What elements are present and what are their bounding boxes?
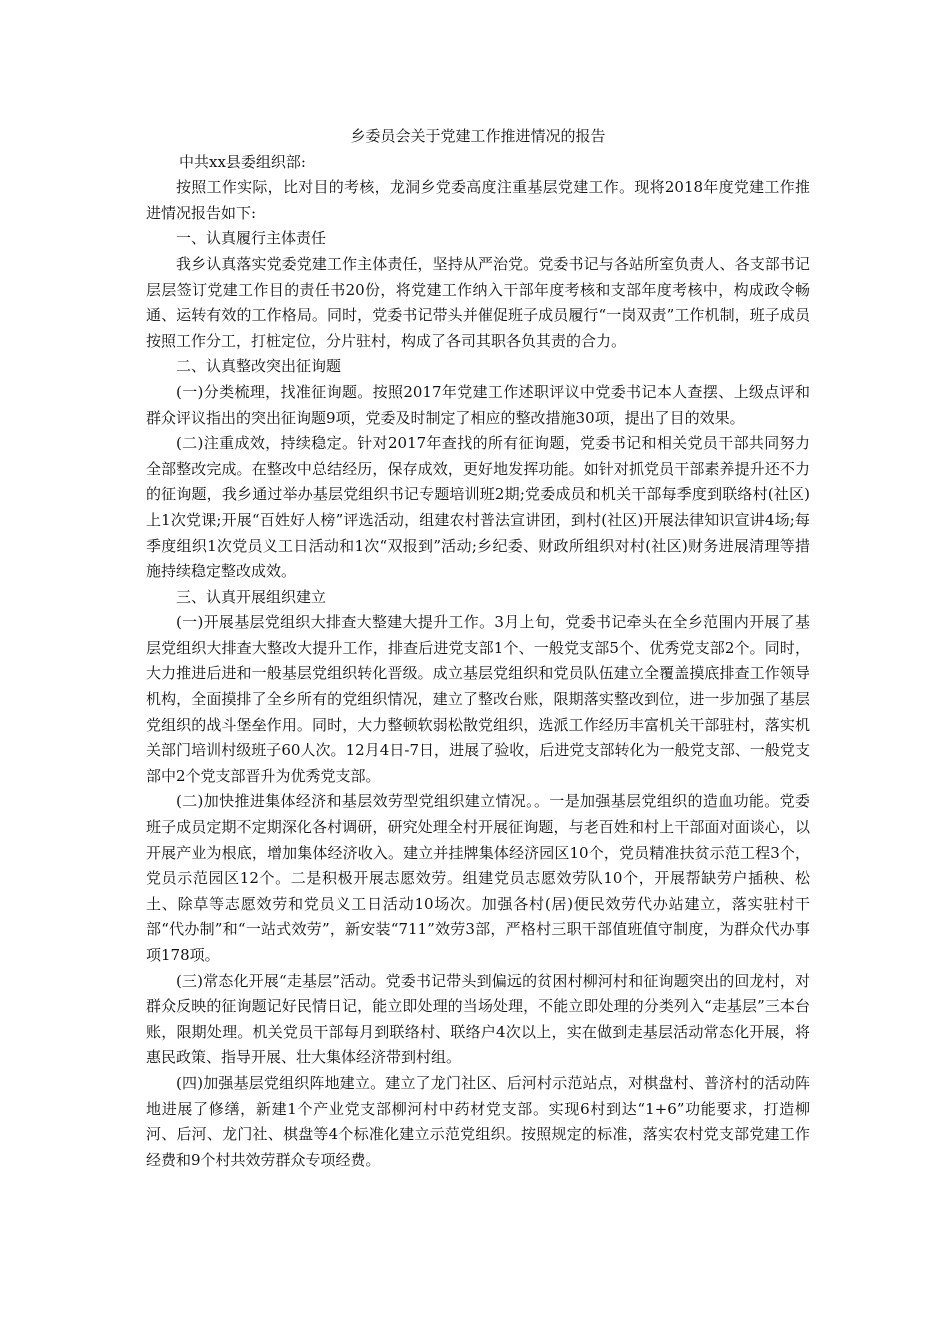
document-page [146, 124, 810, 1173]
body-paragraph: (二)加快推进集体经济和基层效劳型党组织建立情况。。一是加强基层党组织的造血功能。党委班子成员定期不定期深化各村调研，研究处理全村开展征询题，与老百姓和村上干部面对面谈心，以开展产业为根底，增加集体经济收入。建立并挂牌集体经济园区10个，党员精准扶贫示范工程3个，党员示范园区12个。二是积极开展志愿效劳。组建党员志愿效劳队10个，开展帮缺劳户插秧、松土、除草等志愿效劳和党员义工日活动10场次。加强各村(居)便民效劳代办站建立，落实驻村干部“代办制”和“一站式效劳”，新安装“711”效劳3部，严格村三职干部值班值守制度，为群众代办事项178项。 [146, 792, 810, 964]
body-paragraph: (二)注重成效，持续稳定。针对2017年查找的所有征询题，党委书记和相关党员干部共同努力全部整改完成。在整改中总结经历，保存成效，更好地发挥功能。如针对抓党员干部素养提升还不力的征询题，我乡通过举办基层党组织书记专题培训班2期;党委成员和机关干部每季度到联络村(社区)上1次党课;开展“百姓好人榜”评选活动，组建农村普法宣讲团，到村(社区)开展法律知识宣讲4场;每季度组织1次党员义工日活动和1次“双报到”活动;乡纪委、财政所组织对村(社区)财务进展清理等措施持续稳定整改成效。 [146, 434, 810, 581]
section-heading: 三、认真开展组织建立 [176, 587, 327, 606]
body-paragraph: (一)分类梳理，找准征询题。按照2017年党建工作述职评议中党委书记本人查摆、上级点评和群众评议指出的突出征询题9项，党委及时制定了相应的整改措施30项，提出了目的效果。 [146, 382, 810, 427]
body-paragraph: (三)常态化开展“走基层”活动。党委书记带头到偏远的贫困村柳河村和征询题突出的回龙村，对群众反映的征询题记好民情日记，能立即处理的当场处理，不能立即处理的分类列入“走基层”三本台账，限期处理。机关党员干部每月到联络村、联络户4次以上，实在做到走基层活动常态化开展，将惠民政策、指导开展、壮大集体经济带到村组。 [146, 971, 810, 1067]
salutation: 中共xx县委组织部: [179, 152, 306, 171]
body-paragraph: 我乡认真落实党委党建工作主体责任，坚持从严治党。党委书记与各站所室负责人、各支部书记层层签订党建工作目的责任书20份，将党建工作纳入干部年度考核和支部年度考核中，构成政令畅通、运转有效的工作格局。同时，党委书记带头并催促班子成员履行“一岗双责”工作机制，班子成员按照工作分工，打桩定位，分片驻村，构成了各司其职各负其责的合力。 [146, 254, 810, 350]
document-title: 乡委员会关于党建工作推进情况的报告 [350, 127, 606, 145]
body-paragraph: (一)开展基层党组织大排查大整建大提升工作。3月上旬，党委书记牵头在全乡范围内开展了基层党组织大排查大整改大提升工作，排查后进党支部1个、一般党支部5个、优秀党支部2个。同时，大力推进后进和一般基层党组织转化晋级。成立基层党组织和党员队伍建立全覆盖摸底排查工作领导机构，全面摸排了全乡所有的党组织情况，建立了整改台账，限期落实整改到位，进一步加强了基层党组织的战斗堡垒作用。同时，大力整顿软弱松散党组织，选派工作经历丰富机关干部驻村，落实机关部门培训村级班子60人次。12月4日-7日，进展了验收，后进党支部转化为一般党支部、一般党支部中2个党支部晋升为优秀党支部。 [146, 613, 810, 785]
body-paragraph: (四)加强基层党组织阵地建立。建立了龙门社区、后河村示范站点，对棋盘村、普济村的活动阵地进展了修缮，新建1个产业党支部柳河村中药材党支部。实现6村到达“1+6”功能要求，打造柳河、后河、龙门社、棋盘等4个标准化建立示范党组织。按照规定的标准，落实农村党支部党建工作经费和9个村共效劳群众专项经费。 [146, 1073, 810, 1169]
section-heading: 一、认真履行主体责任 [176, 229, 327, 248]
document-body [146, 175, 810, 1173]
section-heading: 二、认真整改突出征询题 [176, 357, 342, 376]
body-paragraph: 按照工作实际，比对目的考核，龙洞乡党委高度注重基层党建工作。现将2018年度党建工作推进情况报告如下: [146, 178, 810, 222]
